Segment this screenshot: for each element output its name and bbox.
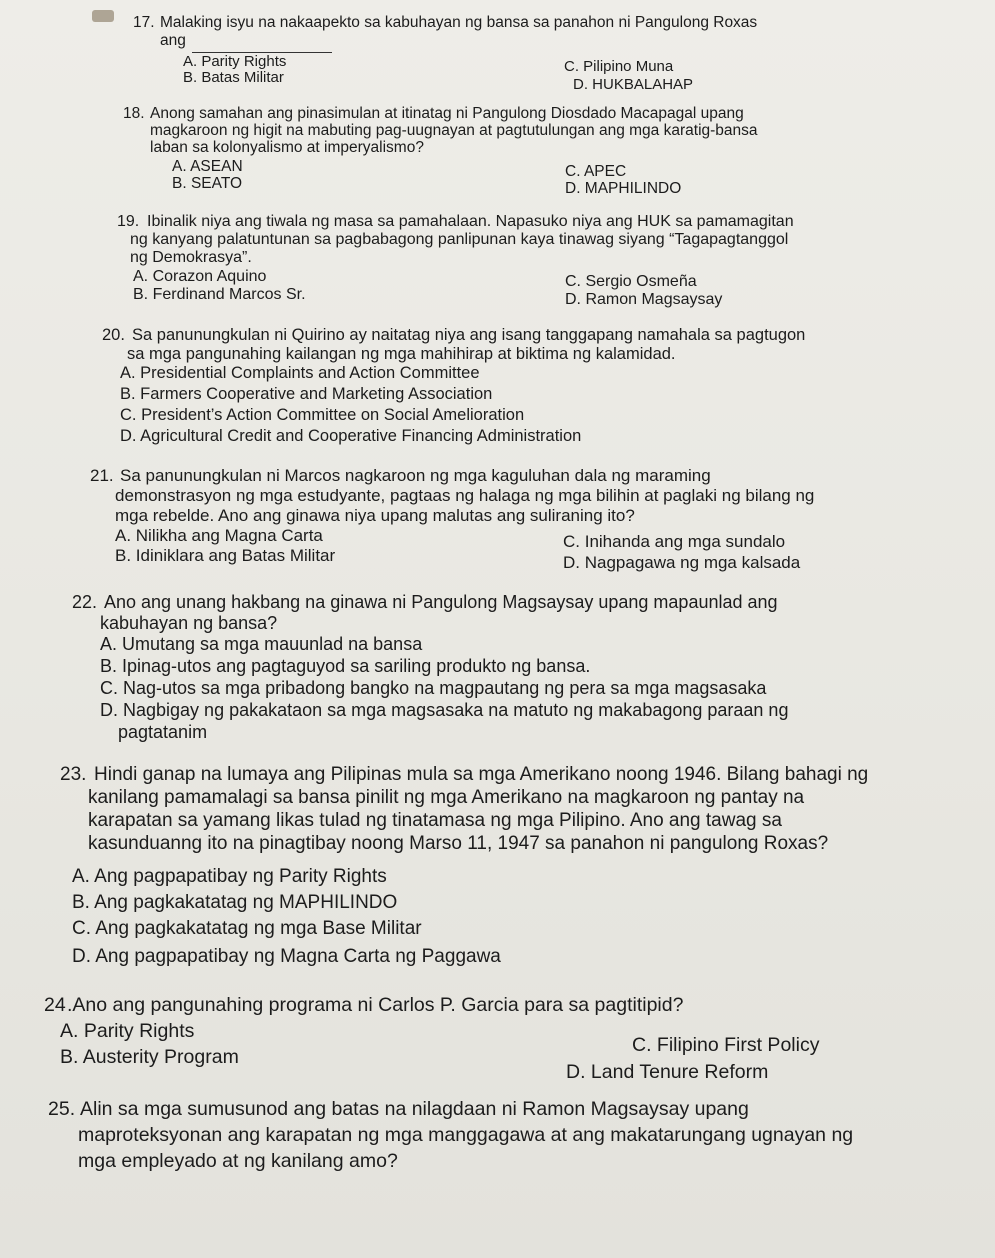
option-d[interactable]: D. MAPHILINDO xyxy=(565,180,682,197)
option-c[interactable]: C. President’s Action Committee on Social Amelioration xyxy=(120,406,525,424)
option-b[interactable]: B. Austerity Program xyxy=(60,1046,239,1068)
question-text: magkaroon ng higit na mabuting pag-uugnayan at pagtutulungan ang mga karatig-bansa xyxy=(150,122,758,139)
question-text: demonstrasyon ng mga estudyante, pagtaas ng halaga ng mga bilihin at paglaki ng bilang ng xyxy=(115,486,815,505)
option-c[interactable]: C. APEC xyxy=(565,163,627,180)
question-text: kabuhayan ng bansa? xyxy=(100,613,278,633)
option-a[interactable]: A. Parity Rights xyxy=(60,1020,195,1042)
option-a[interactable]: A. Nilikha ang Magna Carta xyxy=(115,526,323,545)
question-number: 25. xyxy=(48,1098,76,1120)
question-text: mga empleyado at ng kanilang amo? xyxy=(78,1150,398,1172)
option-a[interactable]: A. Umutang sa mga mauunlad na bansa xyxy=(100,634,423,654)
option-b[interactable]: B. Ferdinand Marcos Sr. xyxy=(133,286,306,303)
option-a[interactable]: A. Ang pagpapatibay ng Parity Rights xyxy=(72,866,387,887)
option-d-continued: pagtatanim xyxy=(118,722,208,742)
option-a[interactable]: A. ASEAN xyxy=(172,158,243,175)
question-number: 21. xyxy=(90,466,114,485)
question-text: maproteksyonan ang karapatan ng mga manggagawa at ang makatarungang ugnayan ng xyxy=(78,1124,854,1146)
question-text: kasunduanng ito na pinagtibay noong Marso 11, 1947 sa panahon ni pangulong Roxas? xyxy=(88,833,829,854)
question-text: kanilang pamamalagi sa bansa pinilit ng mga Amerikano na magkaroon ng pantay na xyxy=(88,787,805,808)
option-b[interactable]: B. Idiniklara ang Batas Militar xyxy=(115,546,336,565)
question-number: 20. xyxy=(102,326,125,344)
option-c[interactable]: C. Ang pagkakatatag ng mga Base Militar xyxy=(72,918,422,939)
ink-smudge xyxy=(92,10,114,22)
question-text: Alin sa mga sumusunod ang batas na nilagdaan ni Ramon Magsaysay upang xyxy=(80,1098,749,1120)
question-text: Anong samahan ang pinasimulan at itinatag ni Pangulong Diosdado Macapagal upang xyxy=(150,105,744,122)
option-b[interactable]: B. SEATO xyxy=(172,175,243,192)
option-d[interactable]: D. Land Tenure Reform xyxy=(566,1061,769,1083)
option-c[interactable]: C. Inihanda ang mga sundalo xyxy=(563,532,786,551)
question-text: .Ano ang pangunahing programa ni Carlos P. Garcia para sa pagtitipid? xyxy=(67,994,684,1016)
option-d[interactable]: D. Ramon Magsaysay xyxy=(565,291,723,308)
question-text: Sa panunungkulan ni Marcos nagkaroon ng mga kaguluhan dala ng maraming xyxy=(120,466,711,485)
question-text: mga rebelde. Ano ang ginawa niya upang malutas ang suliraning ito? xyxy=(115,506,635,525)
question-text: Malaking isyu na nakaapekto sa kabuhayan ng bansa sa panahon ni Pangulong Roxas xyxy=(160,14,758,31)
option-b[interactable]: B. Ang pagkakatatag ng MAPHILINDO xyxy=(72,892,398,913)
option-d[interactable]: D. Ang pagpapatibay ng Magna Carta ng Paggawa xyxy=(72,946,501,967)
option-a[interactable]: A. Parity Rights xyxy=(183,53,287,70)
question-number: 23. xyxy=(60,764,87,785)
question-text: ng Demokrasya”. xyxy=(130,249,252,266)
question-number: 17. xyxy=(133,14,155,31)
option-b[interactable]: B. Ipinag-utos ang pagtaguyod sa sariling produkto ng bansa. xyxy=(100,656,591,676)
question-text: sa mga pangunahing kailangan ng mga mahihirap at biktima ng kalamidad. xyxy=(127,345,676,363)
option-d[interactable]: D. HUKBALAHAP xyxy=(573,76,694,93)
question-text: laban sa kolonyalismo at imperyalismo? xyxy=(150,139,424,156)
question-text: Sa panunungkulan ni Quirino ay naitatag niya ang isang tanggapang namahala sa pagtugon xyxy=(132,326,806,344)
option-d[interactable]: D. Agricultural Credit and Cooperative Financing Administration xyxy=(120,427,582,445)
question-text: ang xyxy=(160,32,186,49)
question-text: Ibinalik niya ang tiwala ng masa sa pamahalaan. Napasuko niya ang HUK sa pamamagitan xyxy=(147,213,794,230)
question-number: 22. xyxy=(72,592,98,612)
option-b[interactable]: B. Farmers Cooperative and Marketing Association xyxy=(120,385,493,403)
option-d[interactable]: D. Nagbigay ng pakakataon sa mga magsasaka na matuto ng makabagong paraan ng xyxy=(100,700,789,720)
option-c[interactable]: C. Filipino First Policy xyxy=(632,1034,820,1056)
option-c[interactable]: C. Sergio Osmeña xyxy=(565,273,697,290)
option-a[interactable]: A. Presidential Complaints and Action Committee xyxy=(120,364,480,382)
option-c[interactable]: C. Pilipino Muna xyxy=(564,58,674,75)
option-d[interactable]: D. Nagpagawa ng mga kalsada xyxy=(563,553,801,572)
question-number: 18. xyxy=(123,105,145,122)
option-c[interactable]: C. Nag-utos sa mga pribadong bangko na magpautang ng pera sa mga magsasaka xyxy=(100,678,767,698)
question-text: Hindi ganap na lumaya ang Pilipinas mula sa mga Amerikano noong 1946. Bilang bahagi ng xyxy=(94,764,869,785)
option-a[interactable]: A. Corazon Aquino xyxy=(133,268,267,285)
option-b[interactable]: B. Batas Militar xyxy=(183,69,284,86)
question-number: 24 xyxy=(44,994,66,1016)
question-text: ng kanyang palatuntunan sa pagbabagong panlipunan kaya tinawag siyang “Tagapagtanggol xyxy=(130,231,789,248)
question-number: 19. xyxy=(117,213,140,230)
question-text: Ano ang unang hakbang na ginawa ni Pangulong Magsaysay upang mapaunlad ang xyxy=(104,592,778,612)
question-text: karapatan sa yamang likas tulad ng tinatamasa ng mga Pilipino. Ano ang tawag sa xyxy=(88,810,782,831)
